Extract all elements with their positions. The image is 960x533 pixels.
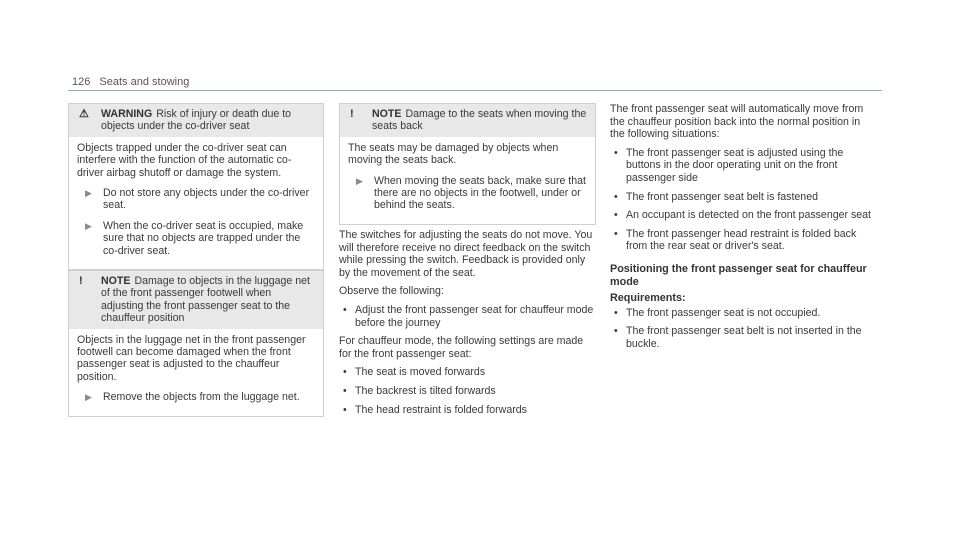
middle-column: [339, 229, 594, 422]
note-box-luggage-net: [68, 270, 324, 417]
list-item: • The front passenger seat belt is not inserted in the buckle.: [614, 325, 862, 350]
header-divider: [68, 90, 882, 91]
warning-step-text: When the co-driver seat is occupied, make sure that no objects are trapped under the co-driver seat.: [103, 219, 304, 257]
warning-box: [68, 103, 324, 270]
list-item: • The front passenger seat is adjusted using the buttons in the door operating unit on the front passenger side: [614, 146, 844, 184]
bullet-icon: •: [343, 366, 347, 379]
requirements-list: [610, 307, 872, 351]
section-heading: Positioning the front passenger seat for chauffeur mode: [610, 262, 867, 288]
list-item: • Adjust the front passenger seat for chauffeur mode before the journey: [343, 303, 594, 329]
chauffeur-intro: For chauffeur mode, the following settings are made for the front passenger seat:: [339, 335, 584, 360]
bullet-icon: •: [343, 403, 347, 416]
list-item: • The front passenger seat is not occupied.: [614, 306, 821, 319]
step-arrow-icon: ▶: [85, 220, 92, 231]
step-arrow-icon: ▶: [85, 188, 92, 199]
bullet-icon: •: [614, 306, 618, 319]
note-title: Damage to objects in the luggage net of the front passenger footwell when adjusting the front passenger seat to the chauffeur position: [101, 275, 310, 325]
note-step: [348, 175, 587, 212]
settings-list: [339, 366, 594, 416]
step-arrow-icon: ▶: [356, 175, 363, 186]
page-header: [72, 76, 189, 88]
note-body: Objects in the luggage net in the front passenger footwell can become damaged when the front passenger seat is adjusted to the chauffeur position.: [77, 333, 306, 383]
notice-icon: !: [350, 108, 354, 120]
list-item: • An occupant is detected on the front passenger seat: [614, 209, 871, 222]
list-item: • The head restraint is folded forwards: [343, 403, 527, 416]
warning-box-header: [69, 104, 323, 137]
switch-feedback-paragraph: The switches for adjusting the seats do not move. You will therefore receive no direct feedback on the switch while pressing the switch. Feedback is provided only by the movement of the seat.: [339, 229, 593, 279]
warning-title: Risk of injury or death due to objects under the co-driver seat: [101, 108, 292, 133]
warning-triangle-icon: ⚠: [79, 108, 89, 120]
bullet-icon: •: [343, 303, 347, 316]
note-body: The seats may be damaged by objects when moving the seats back.: [348, 141, 559, 167]
notice-icon: !: [79, 275, 83, 287]
auto-move-intro: The front passenger seat will automatically move from the chauffeur position back into the normal position in the following situations:: [610, 103, 864, 141]
bullet-icon: •: [343, 384, 347, 397]
bullet-icon: •: [614, 190, 618, 203]
bullet-icon: •: [614, 146, 618, 159]
note-step-text: Remove the objects from the luggage net.: [103, 391, 300, 404]
note-keyword: NOTE: [101, 275, 131, 287]
note-step-text: When moving the seats back, make sure that there are no objects in the footwell, under or behind the seats.: [374, 174, 586, 212]
observe-label: Observe the following:: [339, 285, 444, 298]
observe-list: [339, 304, 594, 329]
note-step: [77, 391, 315, 403]
warning-step: [77, 220, 315, 257]
section-title: Seats and stowing: [99, 76, 190, 88]
step-arrow-icon: ▶: [85, 392, 92, 403]
list-item: • The backrest is tilted forwards: [343, 384, 496, 397]
note-box-header: [340, 104, 595, 137]
bullet-icon: •: [614, 227, 618, 240]
warning-step: [77, 187, 315, 212]
requirements-label: Requirements:: [610, 292, 686, 305]
list-item: • The front passenger head restraint is folded back from the rear seat or driver's seat.: [614, 227, 857, 253]
page-number: 126: [72, 76, 91, 88]
note-box-seats-back: [339, 103, 596, 225]
note-keyword: NOTE: [372, 108, 402, 120]
list-item: • The front passenger seat belt is fastened: [614, 190, 818, 203]
warning-body: Objects trapped under the co-driver seat can interfere with the function of the automatic co-driver airbag shutoff or damage the system.: [77, 141, 292, 179]
list-item: • The seat is moved forwards: [343, 366, 486, 379]
warning-keyword: WARNING: [101, 108, 153, 120]
situations-list: [610, 147, 872, 253]
note-box-header: [69, 271, 323, 329]
bullet-icon: •: [614, 209, 618, 222]
right-column: [610, 103, 872, 357]
note-title: Damage to the seats when moving the seats back: [372, 108, 587, 133]
warning-step-text: Do not store any objects under the co-driver seat.: [103, 187, 310, 212]
bullet-icon: •: [614, 325, 618, 338]
